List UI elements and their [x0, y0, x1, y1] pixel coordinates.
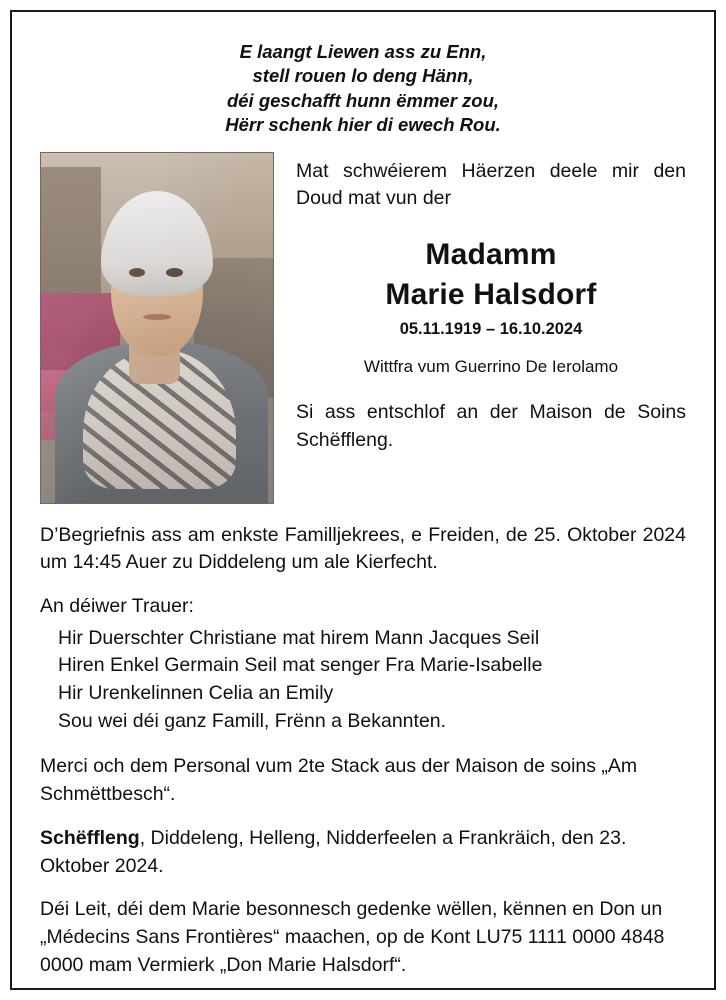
thanks-paragraph: Merci och dem Personal vum 2te Stack aus der Maison de soins „Am Schmëttbesch“.	[40, 755, 638, 806]
list-item: Hir Duerschter Christiane mat hirem Mann Jacques Seil	[58, 626, 540, 649]
funeral-details: D’Begriefnis ass am enkste Familljekrees, e Freiden, de 25. Oktober 2024 um 14:45 Auer zu Diddeleng um ale Kierfecht.	[40, 523, 686, 574]
deceased-name: Marie Halsdorf	[385, 277, 597, 311]
poem-line-3: déi geschafft hunn ëmmer zou,	[226, 89, 500, 111]
mourning-list	[40, 625, 686, 736]
top-block	[40, 152, 686, 504]
notice-border	[10, 10, 716, 990]
poem-line-4: Hërr schenk hier di ewech Rou.	[225, 114, 501, 136]
list-item: Hir Urenkelinnen Celia an Emily	[58, 682, 334, 705]
poem-line-2: stell rouen lo deng Hänn,	[252, 65, 474, 87]
place-primary: Schëffleng	[40, 826, 140, 849]
poem	[40, 40, 686, 138]
widow-of: Wittfra vum Guerrino De Ierolamo	[363, 357, 619, 377]
list-item: Sou wei déi ganz Famill, Frënn a Bekannten.	[58, 709, 447, 732]
announcement-lead: Mat schwéierem Häerzen deele mir den Doud mat vun der	[296, 159, 686, 209]
top-text-column	[296, 152, 686, 454]
list-item: Hiren Enkel Germain Seil mat senger Fra Marie-Isabelle	[58, 654, 543, 677]
places-rest: , Diddeleng, Helleng, Nidderfeelen a Frankräich, den 23. Oktober 2024.	[40, 826, 627, 877]
deceased-title: Madamm	[425, 238, 557, 272]
places-and-date	[40, 825, 686, 880]
photo-light-overlay	[41, 153, 273, 503]
place-of-passing: Si ass entschlof an der Maison de Soins Schëffleng.	[296, 401, 686, 451]
mourning-heading: An déiwer Trauer:	[40, 595, 194, 617]
body-block	[40, 522, 686, 980]
poem-line-1: E laangt Liewen ass zu Enn,	[239, 41, 487, 62]
portrait-photo	[40, 152, 274, 504]
donation-paragraph: Déi Leit, déi dem Marie besonnesch gedenke wëllen, kënnen en Don un „Médecins Sans Frontières“ maachen, op de Kont LU75 1111 0000 4848 0000 mam Vermierk „Don Marie Halsdorf“.	[40, 898, 665, 976]
life-dates: 05.11.1919 – 16.10.2024	[399, 320, 583, 339]
